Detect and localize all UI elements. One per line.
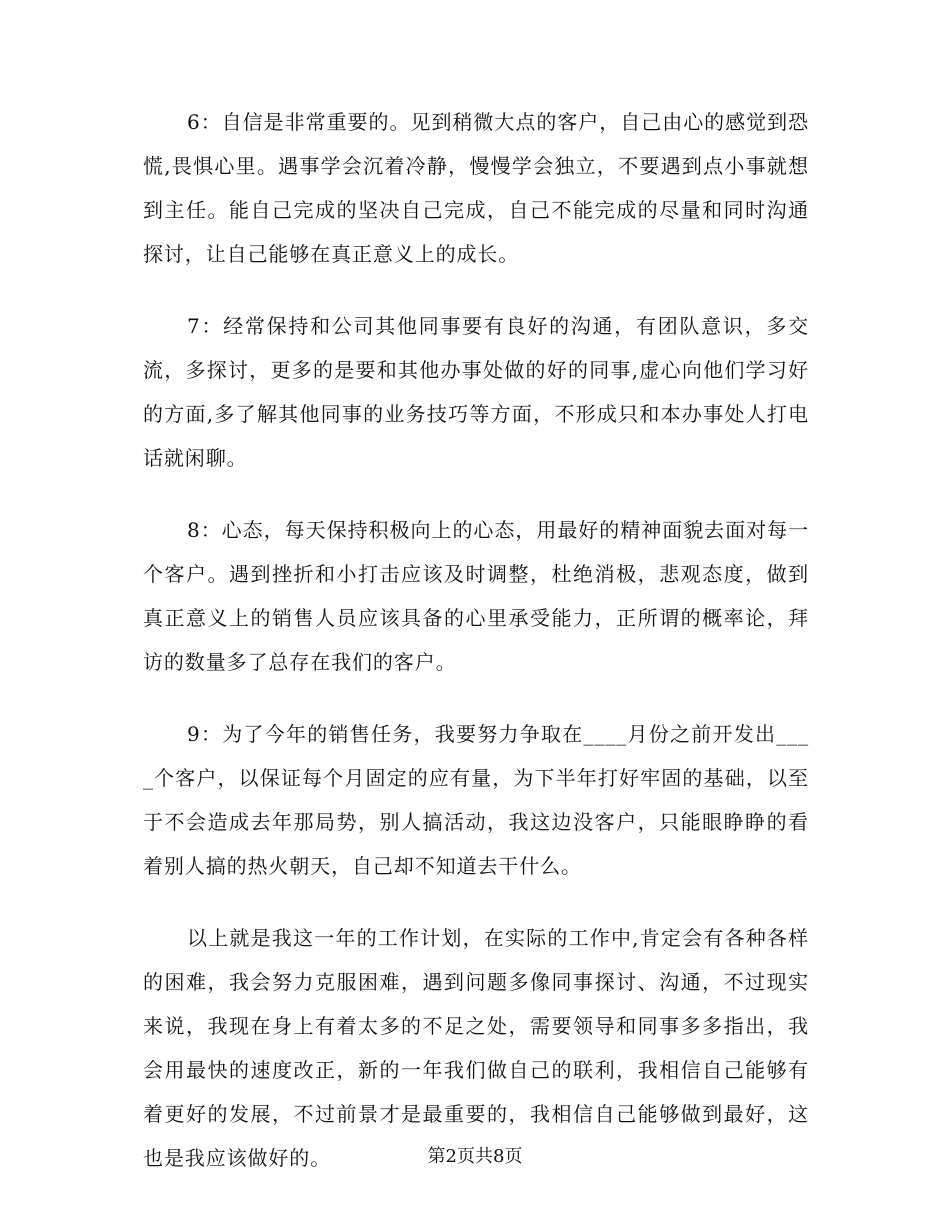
paragraph-item-9: 9：为了今年的销售任务，我要努力争取在____月份之前开发出____个客户，以保证每个月固定的应有量，为下半年打好牢固的基础，以至于不会造成去年那局势，别人搞活动，我这边没客户，只能眼睁睁的看着别人搞的热火朝天，自己却不知道去干什么。 <box>143 722 809 878</box>
document-body <box>143 100 809 1208</box>
paragraph-item-8: 8：心态，每天保持积极向上的心态，用最好的精神面貌去面对每一个客户。遇到挫折和小打击应该及时调整，杜绝消极，悲观态度，做到真正意义上的销售人员应该具备的心里承受能力，正所谓的概率论，拜访的数量多了总存在我们的客户。 <box>143 518 809 674</box>
paragraph-item-6: 6：自信是非常重要的。见到稍微大点的客户，自己由心的感觉到恐慌,畏惧心里。遇事学会沉着冷静，慢慢学会独立，不要遇到点小事就想到主任。能自己完成的坚决自己完成，自己不能完成的尽量和同时沟通探讨，让自己能够在真正意义上的成长。 <box>143 110 809 266</box>
paragraph-conclusion: 以上就是我这一年的工作计划，在实际的工作中,肯定会有各种各样的困难，我会努力克服困难，遇到问题多像同事探讨、沟通，不过现实来说，我现在身上有着太多的不足之处，需要领导和同事多多指出，我会用最快的速度改正，新的一年我们做自己的联利，我相信自己能够有着更好的发展，不过前景才是最重要的，我相信自己能够做到最好，这也是我应该做好的。 <box>143 926 809 1170</box>
page-number-footer: 第2页共8页 <box>427 1146 523 1167</box>
paragraph-item-7: 7：经常保持和公司其他同事要有良好的沟通，有团队意识，多交流，多探讨，更多的是要和其他办事处做的好的同事,虚心向他们学习好的方面,多了解其他同事的业务技巧等方面，不形成只和本办事处人打电话就闲聊。 <box>143 314 809 470</box>
